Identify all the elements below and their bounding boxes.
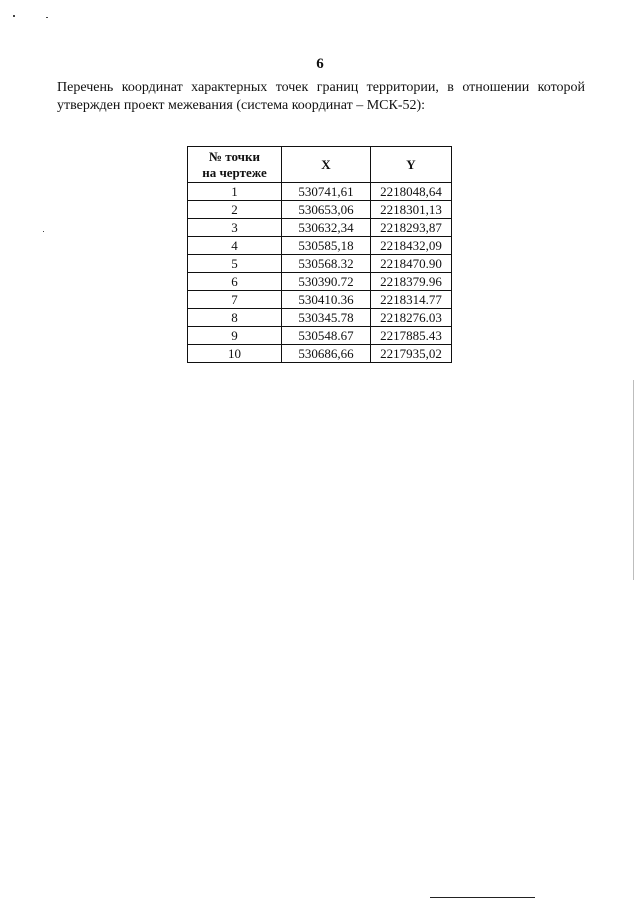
cell-x: 530548.67 <box>282 327 371 345</box>
cell-y: 2218470.90 <box>371 255 452 273</box>
cell-point-number: 6 <box>188 273 282 291</box>
cell-point-number: 9 <box>188 327 282 345</box>
header-point-line1: № точки <box>208 148 260 164</box>
cell-point-number: 7 <box>188 291 282 309</box>
scan-speck <box>46 17 48 18</box>
table-row <box>188 345 452 363</box>
table-row <box>188 273 452 291</box>
cell-x: 530632,34 <box>282 219 371 237</box>
intro-paragraph: Перечень координат характерных точек границ территории, в отношении которой утвержден проект межевания (система координат – МСК-52): <box>57 80 585 113</box>
cell-x: 530585,18 <box>282 237 371 255</box>
cell-y: 2218276.03 <box>371 309 452 327</box>
cell-x: 530390.72 <box>282 273 371 291</box>
coordinates-table <box>187 146 452 363</box>
header-point-line2: на чертеже <box>202 164 267 180</box>
cell-y: 2217885.43 <box>371 327 452 345</box>
table-row <box>188 237 452 255</box>
page-number: 6 <box>316 56 324 72</box>
scan-speck <box>13 15 15 17</box>
cell-x: 530410.36 <box>282 291 371 309</box>
table-header-row <box>188 147 452 183</box>
cell-point-number: 4 <box>188 237 282 255</box>
cell-point-number: 3 <box>188 219 282 237</box>
cell-x: 530741,61 <box>282 183 371 201</box>
cell-y: 2218379.96 <box>371 273 452 291</box>
header-point-number <box>188 147 282 183</box>
cell-x: 530345.78 <box>282 309 371 327</box>
coordinates-body <box>188 183 452 363</box>
scan-speck <box>43 231 44 232</box>
table-row <box>188 327 452 345</box>
cell-x: 530686,66 <box>282 345 371 363</box>
cell-y: 2218314.77 <box>371 291 452 309</box>
table-row <box>188 201 452 219</box>
footer-rule <box>430 897 535 898</box>
cell-point-number: 10 <box>188 345 282 363</box>
cell-x: 530568.32 <box>282 255 371 273</box>
table-row <box>188 309 452 327</box>
scan-edge-line <box>633 380 634 580</box>
table-row <box>188 219 452 237</box>
cell-y: 2218293,87 <box>371 219 452 237</box>
table-row <box>188 183 452 201</box>
cell-y: 2217935,02 <box>371 345 452 363</box>
cell-point-number: 5 <box>188 255 282 273</box>
cell-y: 2218432,09 <box>371 237 452 255</box>
cell-point-number: 8 <box>188 309 282 327</box>
cell-point-number: 2 <box>188 201 282 219</box>
cell-y: 2218301,13 <box>371 201 452 219</box>
header-x: X <box>282 147 371 183</box>
cell-y: 2218048,64 <box>371 183 452 201</box>
table-row <box>188 255 452 273</box>
cell-x: 530653,06 <box>282 201 371 219</box>
cell-point-number: 1 <box>188 183 282 201</box>
table-row <box>188 291 452 309</box>
header-y: Y <box>371 147 452 183</box>
